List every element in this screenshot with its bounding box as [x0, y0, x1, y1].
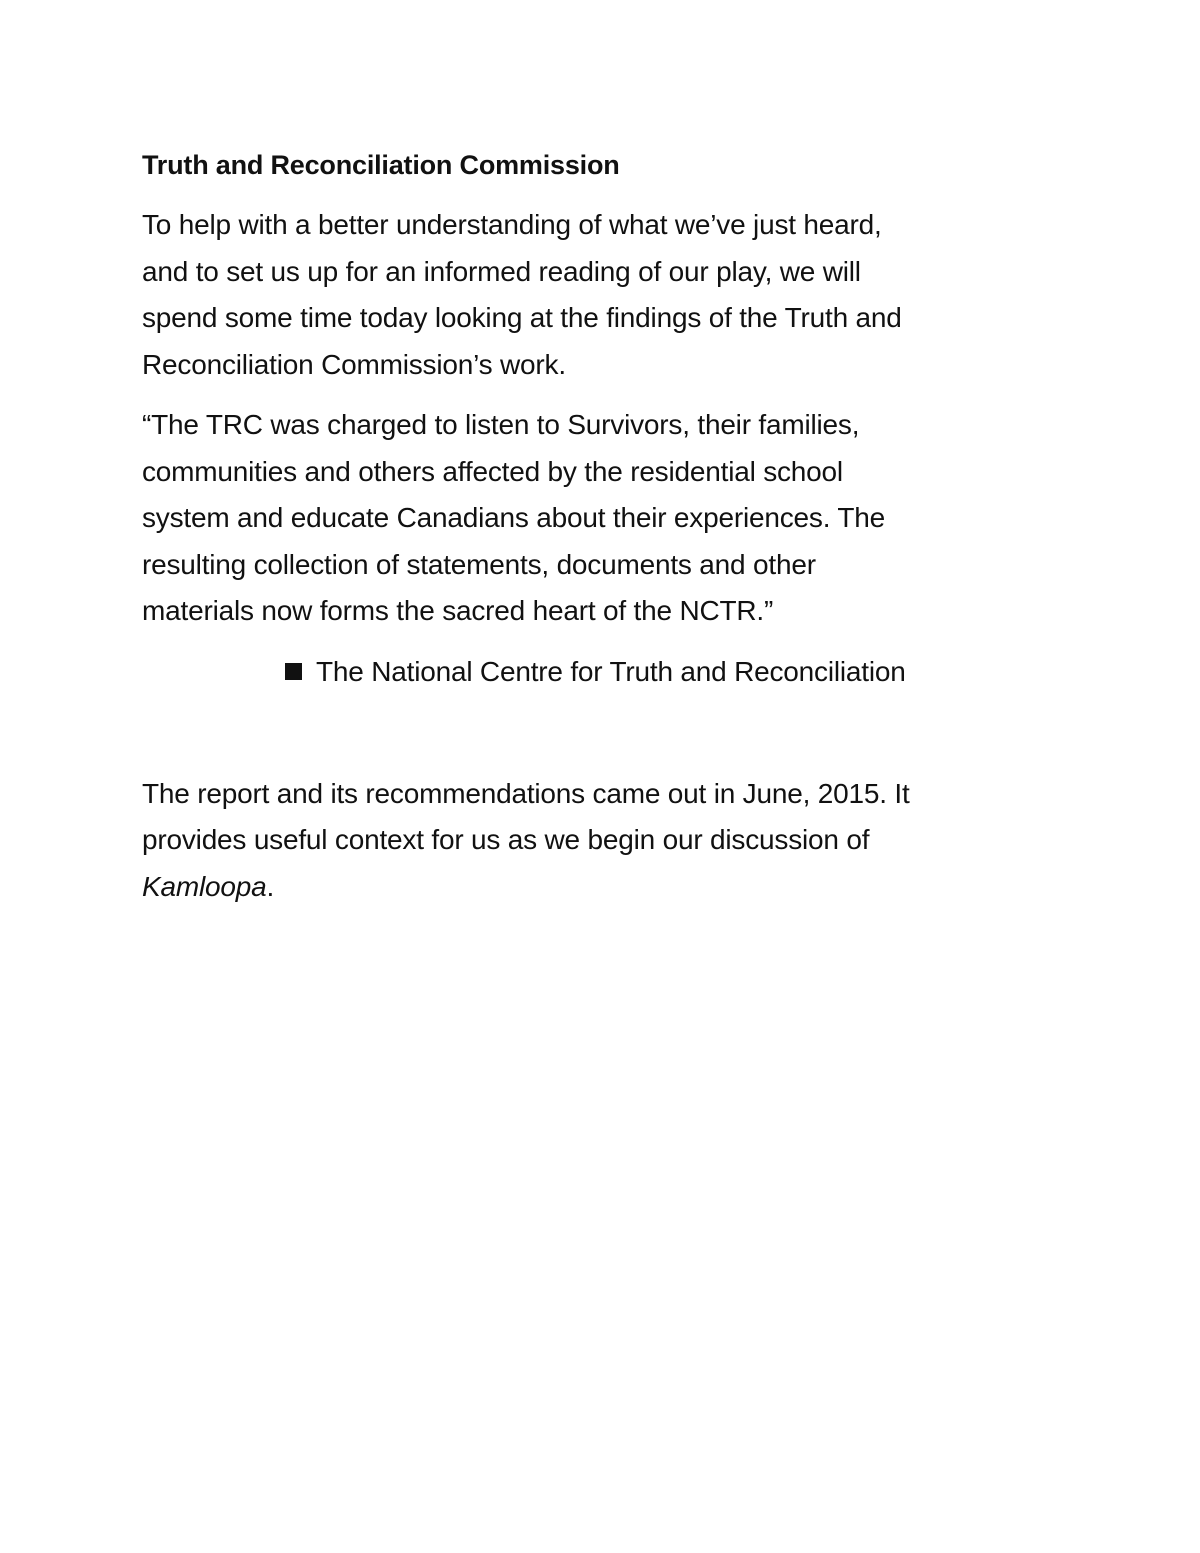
blank-line: [142, 695, 1062, 771]
quote-line: resulting collection of statements, documents and other: [142, 548, 816, 580]
square-bullet-icon: [285, 663, 302, 680]
closing-line-last: [142, 864, 1062, 911]
quote-line: “The TRC was charged to listen to Survivors, their families,: [142, 409, 860, 440]
intro-line: and to set us up for an informed reading of our play, we will: [142, 255, 861, 287]
intro-line: To help with a better understanding of what we’ve just heard,: [142, 209, 882, 240]
document-title: Truth and Reconciliation Commission: [142, 150, 620, 180]
quote-line: system and educate Canadians about their experiences. The: [142, 502, 886, 533]
closing-line: provides useful context for us as we begin our discussion of: [142, 824, 870, 855]
closing-paragraph: [142, 771, 1062, 911]
closing-line: The report and its recommendations came out in June, 2015. It: [142, 777, 910, 809]
quote-line: materials now forms the sacred heart of the NCTR.”: [142, 595, 774, 626]
intro-paragraph: [142, 202, 1062, 388]
quote-attribution: [142, 649, 1062, 695]
quote-line: communities and others affected by the residential school: [142, 455, 843, 487]
intro-line: spend some time today looking at the findings of the Truth and: [142, 302, 902, 333]
intro-line: Reconciliation Commission’s work.: [142, 348, 566, 380]
play-title: Kamloopa: [142, 870, 267, 902]
document-body: [142, 142, 1062, 924]
quote-paragraph: [142, 402, 1062, 635]
attribution-text: The National Centre for Truth and Reconciliation: [316, 655, 906, 687]
closing-period: .: [266, 870, 275, 902]
